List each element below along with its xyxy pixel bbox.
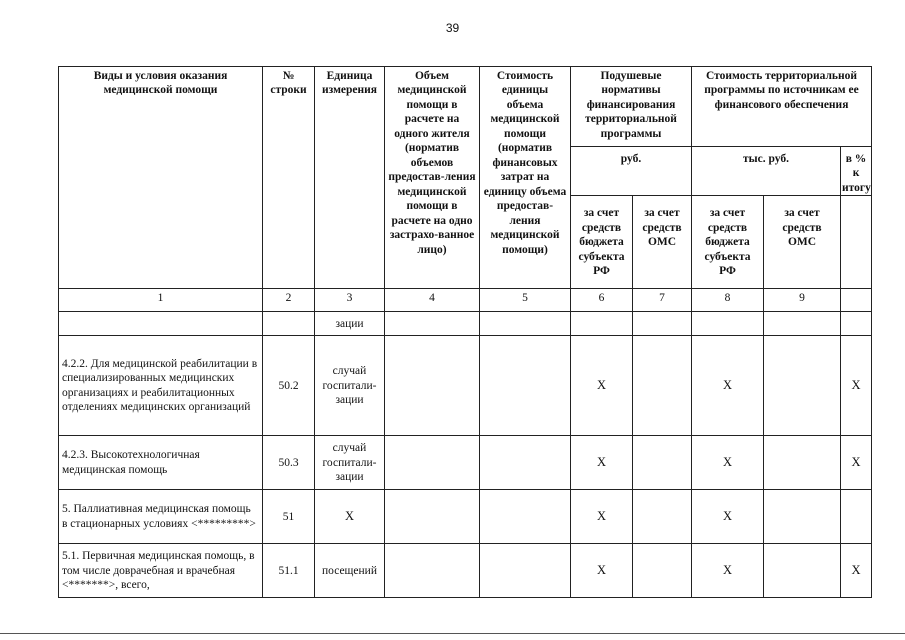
row-c5: X — [571, 436, 633, 490]
page-number: 39 — [445, 21, 460, 35]
header-thous-rub: тыс. руб. — [692, 147, 841, 196]
column-number: 7 — [633, 289, 692, 312]
row-c5 — [571, 312, 633, 336]
header-rub: руб. — [571, 147, 692, 196]
row-c5: X — [571, 336, 633, 436]
column-number: 1 — [59, 289, 263, 312]
header-per-capita: Подушевые нормативы финансирования территориальной программы — [571, 67, 692, 147]
column-number: 4 — [385, 289, 480, 312]
row-c7: X — [692, 544, 764, 598]
column-number: 6 — [571, 289, 633, 312]
header-unit: Единица измерения — [315, 67, 385, 289]
header-empty-cell — [841, 196, 872, 289]
header-percent: в % к итогу — [841, 147, 872, 196]
row-c5: X — [571, 490, 633, 544]
row-line: 51.1 — [263, 544, 315, 598]
header-program-cost: Стоимость территориальной программы по источникам ее финансового обеспечения — [692, 67, 872, 147]
row-unit: зации — [315, 312, 385, 336]
table-row — [59, 312, 872, 336]
column-number: 2 — [263, 289, 315, 312]
row-line: 51 — [263, 490, 315, 544]
column-number — [841, 289, 872, 312]
header-volume: Объем медицинской помощи в расчете на одного жителя (норматив объемов предостав-ления медицинской помощи в расчете на одно застрахо-ванное лицо) — [385, 67, 480, 289]
header-service-type: Виды и условия оказания медицинской помощи — [59, 67, 263, 289]
row-line — [263, 312, 315, 336]
row-c9: X — [841, 544, 872, 598]
row-c9: X — [841, 436, 872, 490]
row-name: 5.1. Первичная медицинская помощь, в том числе доврачебная и врачебная <*******>, всего, — [59, 544, 263, 598]
header-per-capita-budget: за счет средств бюджета субъекта РФ — [571, 196, 633, 289]
row-c9 — [841, 312, 872, 336]
row-c7: X — [692, 490, 764, 544]
row-unit: X — [315, 490, 385, 544]
row-name: 4.2.3. Высокотехнологичная медицинская помощь — [59, 436, 263, 490]
row-unit: случай госпитали-зации — [315, 436, 385, 490]
row-line: 50.2 — [263, 336, 315, 436]
row-line: 50.3 — [263, 436, 315, 490]
header-cost-budget: за счет средств бюджета субъекта РФ — [692, 196, 764, 289]
column-number: 3 — [315, 289, 385, 312]
column-number-row — [59, 289, 872, 312]
table-row — [59, 490, 872, 544]
header-unit-cost: Стоимость единицы объема медицинской помощи (норматив финансовых затрат на единицу объема предостав-ления медицинской помощи) — [480, 67, 571, 289]
row-unit: случай госпитали-зации — [315, 336, 385, 436]
table-row — [59, 336, 872, 436]
row-c7: X — [692, 336, 764, 436]
table-row — [59, 544, 872, 598]
table-row — [59, 436, 872, 490]
column-number: 9 — [764, 289, 841, 312]
row-name — [59, 312, 263, 336]
row-c7: X — [692, 436, 764, 490]
column-number: 5 — [480, 289, 571, 312]
row-c5: X — [571, 544, 633, 598]
row-c7 — [692, 312, 764, 336]
column-number: 8 — [692, 289, 764, 312]
row-name: 5. Паллиативная медицинская помощь в стационарных условиях <*********> — [59, 490, 263, 544]
row-name: 4.2.2. Для медицинской реабилитации в специализированных медицинских организациях и реабилитационных отделениях медицинских организаций — [59, 336, 263, 436]
header-cost-oms: за счет средств ОМС — [764, 196, 841, 289]
header-per-capita-oms: за счет средств ОМС — [633, 196, 692, 289]
row-c9 — [841, 490, 872, 544]
scan-edge-line — [0, 633, 905, 634]
row-c9: X — [841, 336, 872, 436]
header-line-number: № строки — [263, 67, 315, 289]
row-unit: посещений — [315, 544, 385, 598]
funding-table — [58, 66, 872, 598]
